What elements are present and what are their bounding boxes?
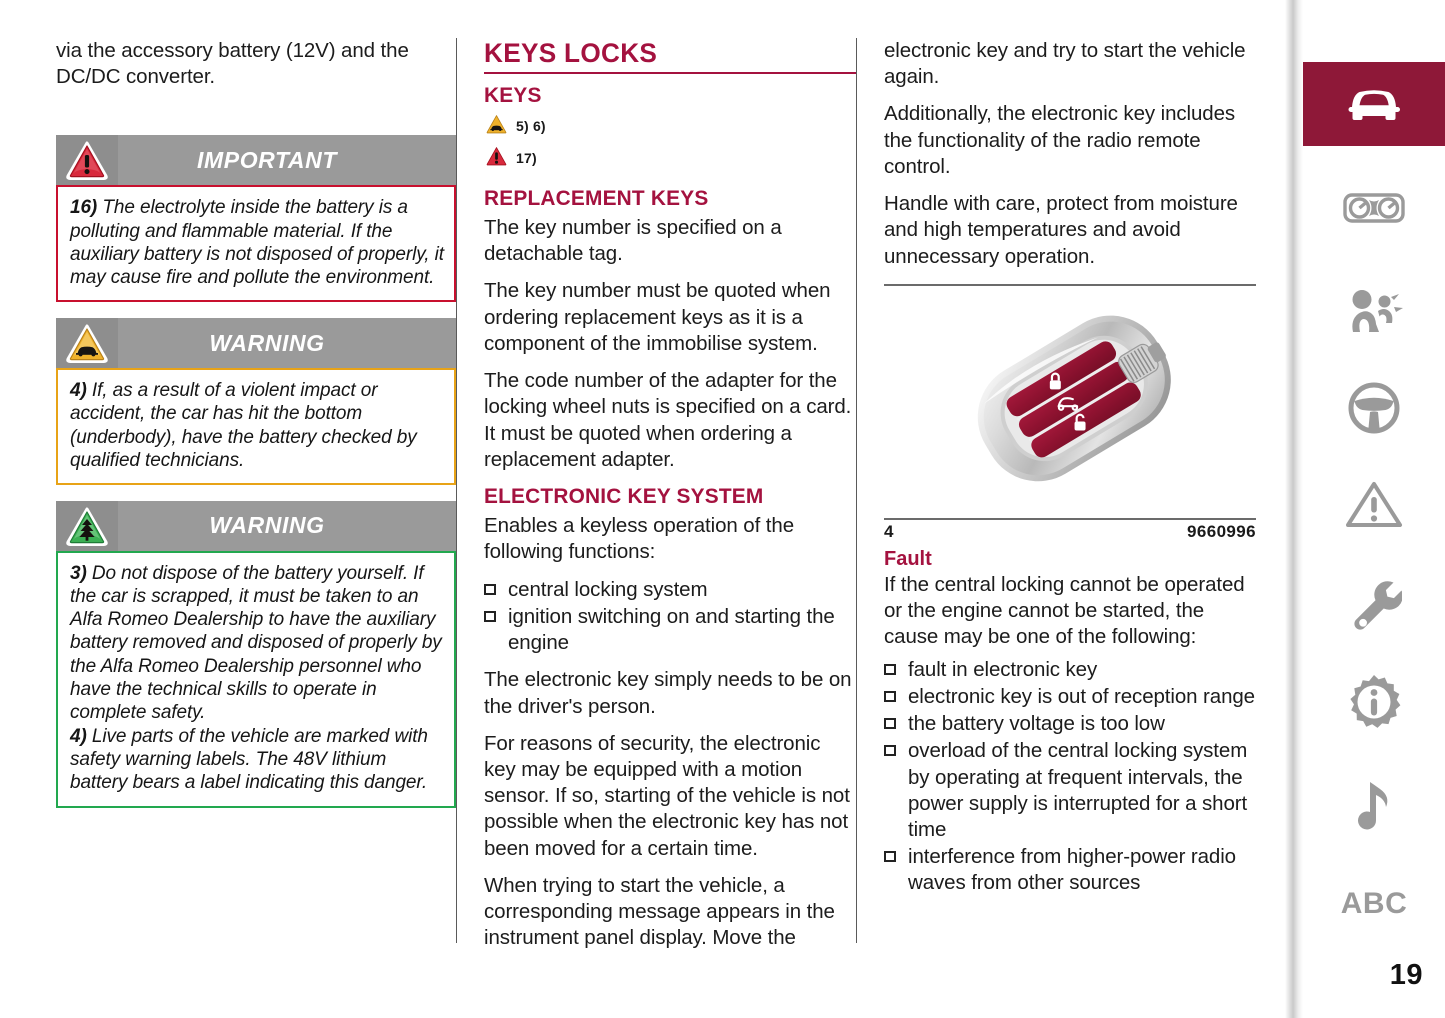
notice-paragraph (70, 725, 444, 795)
wrench-icon (1346, 576, 1402, 632)
notice-important (56, 135, 456, 302)
notice-ref: 4) (70, 726, 87, 748)
notice-warning-impact-body (56, 368, 456, 485)
notice-important-title: IMPORTANT (197, 146, 337, 173)
list-item (884, 684, 1256, 710)
figure-number: 4 (884, 521, 894, 541)
sidebar-tab-index[interactable] (1303, 862, 1445, 946)
fault-causes-list (884, 657, 1256, 897)
abc-index-icon: ABC (1340, 887, 1408, 920)
notice-text: The electrolyte inside the battery is a polluting and flammable material. If the auxiliary battery is not disposed of properly, it may cause fire and pollute the environment. (70, 197, 444, 288)
paragraph: The key number must be quoted when ordering replacement keys as it is a component of the immobilise system. (484, 279, 831, 355)
figure-caption (884, 520, 1256, 542)
steering-wheel-icon (1347, 381, 1401, 435)
list-item (884, 711, 1256, 737)
yellow-triangle-car-icon (484, 112, 509, 140)
sidebar-tab-car[interactable] (1303, 62, 1445, 146)
warning-triangle-icon (1345, 479, 1403, 529)
warning-reference-text: 5) 6) (516, 118, 546, 134)
chapter-tab-sidebar (1285, 0, 1445, 1018)
column-divider (856, 38, 857, 943)
paragraph: For reasons of security, the electronic key may be equipped with a motion sensor. If so, starting of the vehicle is not possible when the electronic key has not been moved for a certain time. (484, 731, 850, 860)
notice-warning-environment (56, 501, 456, 808)
paragraph: The code number of the adapter for the locking wheel nuts is specified on a card. It must be quoted when ordering a replacement adapter. (484, 369, 852, 471)
warning-reference-row (484, 112, 856, 140)
list-item-label: the battery voltage is too low (908, 712, 1165, 736)
notice-important-body (56, 185, 456, 302)
sidebar-tab-technical-info[interactable] (1303, 660, 1445, 744)
list-item (484, 604, 856, 656)
heading-replacement-keys: REPLACEMENT KEYS (484, 186, 709, 210)
notice-text: If, as a result of a violent impact or accident, the car has hit the bottom (underbody), have the battery checked by qualified technicians. (70, 380, 417, 471)
list-item-label: central locking system (508, 577, 708, 601)
notice-text: Do not dispose of the battery yourself. If the car is scrapped, it must be taken to an Alfa Romeo Dealership to have the auxiliary battery removed and disposed of properly by the Alfa Romeo Dealership personnel who have the technical skills to operate in complete safety. (70, 562, 442, 723)
info-gear-icon (1346, 674, 1402, 730)
notice-paragraph (70, 196, 444, 289)
right-column (856, 38, 1256, 943)
list-item-label: fault in electronic key (908, 657, 1098, 681)
notice-ref: 4) (70, 380, 87, 402)
paragraph: The electronic key simply needs to be on the driver's person. (484, 668, 852, 718)
heading-keys: KEYS (484, 83, 542, 107)
column-divider (456, 38, 457, 943)
sidebar-tab-driving[interactable] (1303, 366, 1445, 450)
warning-reference-text: 17) (516, 150, 537, 166)
list-item (484, 577, 856, 603)
notice-ref: 3) (70, 562, 87, 584)
notice-warning-environment-title: WARNING (209, 512, 325, 539)
list-item-label: interference from higher-power radio waves from other sources (908, 845, 1236, 895)
page-number: 19 (1389, 959, 1423, 991)
paragraph: When trying to start the vehicle, a corresponding message appears in the instrument panel display. Move the (484, 873, 835, 950)
left-column (56, 38, 456, 943)
red-triangle-exclamation-icon (56, 135, 118, 185)
list-item (884, 657, 1256, 683)
bullet-square-icon (884, 664, 896, 675)
list-item (884, 738, 1256, 843)
warning-reference-row (484, 144, 856, 172)
bullet-square-icon (484, 611, 496, 622)
bullet-square-icon (884, 745, 896, 756)
car-front-icon (1343, 83, 1405, 125)
electronic-key-functions-list (484, 577, 856, 657)
list-item-label: ignition switching on and starting the engine (508, 604, 835, 655)
sidebar-tab-emergency[interactable] (1303, 462, 1445, 546)
instrument-cluster-icon (1342, 187, 1406, 229)
yellow-triangle-car-icon (56, 318, 118, 368)
notice-text: Live parts of the vehicle are marked with safety warning labels. The 48V lithium battery bears a label indicating this danger. (70, 726, 428, 794)
list-item-label: overload of the central locking system by operating at frequent intervals, the power supply is interrupted for a short time (908, 739, 1248, 841)
notice-important-header (56, 135, 456, 185)
notice-paragraph (70, 379, 444, 472)
paragraph: The key number is specified on a detachable tag. (484, 216, 782, 266)
notice-warning-impact-header (56, 318, 456, 368)
notice-warning-environment-header (56, 501, 456, 551)
notice-ref: 16) (70, 197, 98, 219)
sidebar-tab-maintenance[interactable] (1303, 562, 1445, 646)
red-triangle-exclamation-icon (484, 144, 509, 172)
figure-code: 9660996 (1187, 521, 1256, 541)
sidebar-tab-safety[interactable] (1303, 270, 1445, 354)
book-spine-shading (1285, 0, 1303, 1018)
bullet-square-icon (884, 718, 896, 729)
list-item (884, 844, 1256, 896)
sidebar-tab-instruments[interactable] (1303, 166, 1445, 250)
notice-warning-impact-title: WARNING (209, 329, 325, 356)
notice-warning-impact (56, 318, 456, 485)
key-fob-illustration (884, 286, 1256, 518)
bullet-square-icon (884, 851, 896, 862)
middle-column (456, 38, 856, 950)
paragraph: Handle with care, protect from moisture and high temperatures and avoid unnecessary operation. (884, 192, 1238, 268)
bullet-square-icon (884, 691, 896, 702)
paragraph: Additionally, the electronic key includes the functionality of the radio remote control. (884, 102, 1236, 178)
list-item-label: electronic key is out of reception range (908, 684, 1255, 708)
title-underline (484, 72, 856, 74)
tab-strip (1303, 0, 1445, 1018)
page-title: KEYS LOCKS (484, 38, 658, 68)
sidebar-tab-multimedia[interactable] (1303, 762, 1445, 846)
notice-paragraph (70, 562, 444, 724)
music-note-icon (1352, 776, 1396, 832)
heading-electronic-key-system: ELECTRONIC KEY SYSTEM (484, 484, 764, 509)
paragraph: Enables a keyless operation of the following functions: (484, 514, 794, 564)
paragraph: electronic key and try to start the vehicle again. (884, 39, 1246, 89)
page-columns (56, 38, 1271, 950)
airbag-safety-icon (1345, 288, 1403, 336)
heading-fault: Fault (884, 547, 932, 570)
green-triangle-tree-icon (56, 501, 118, 551)
notice-warning-environment-body (56, 551, 456, 808)
bullet-square-icon (484, 584, 496, 595)
paragraph: If the central locking cannot be operated or the engine cannot be started, the cause may be one of the following: (884, 572, 1245, 649)
key-fob-figure (884, 284, 1256, 542)
intro-paragraph: via the accessory battery (12V) and the DC/DC converter. (56, 39, 409, 89)
